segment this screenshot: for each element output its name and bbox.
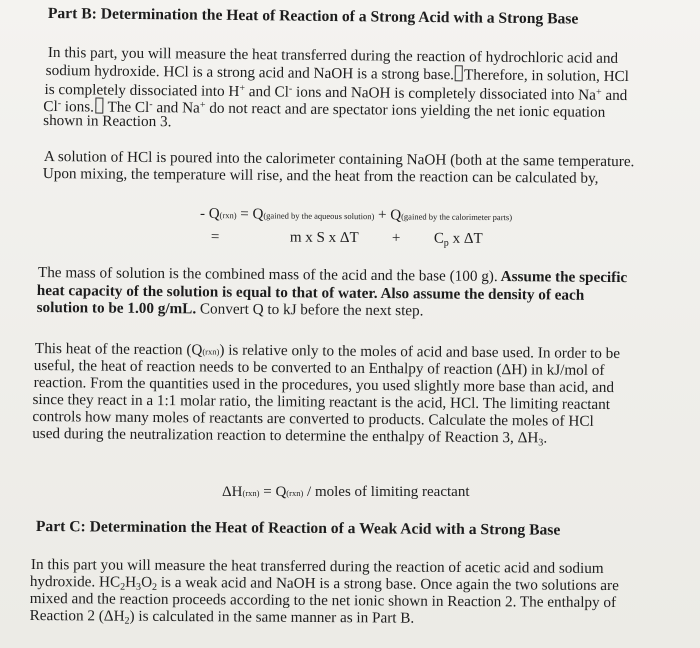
equation-row-2-left: m x S x ΔT [289, 229, 359, 247]
text-line: useful, the heat of reaction needs to be converted to an Enthalpy of reaction (ΔH) in kJ/mol of [33, 356, 605, 379]
equation-row-2-plus: + [391, 230, 401, 247]
enthalpy-equation: ΔH(rxn) = Q(rxn) / moles of limiting reactant [222, 484, 470, 500]
text-line: Reaction 2 $(\Delta H_2)$ is calculated in the same manner as in Part B. [29, 606, 415, 627]
text-line: sodium hydroxide. HCl is a strong acid and NaOH is a strong base. Therefore, in solution, HCl [45, 61, 630, 86]
text-line: mixed and the reaction proceeds according to the net ionic shown in Reaction 2. The enthalpy of [29, 589, 617, 612]
text-line: In this part, you will measure the heat transferred during the reaction of hydrochloric acid and [47, 44, 619, 67]
part-c-heading: Part C: Determination the Heat of Reaction of a Weak Acid with a Strong Base [35, 518, 561, 539]
text-line: reaction. From the quantities used in the procedures, you used slightly more base than acid, and [33, 373, 615, 397]
equation-row-1: - Q(rxn) = Q(gained by the aqueous solution) + Q(gained by the calorimeter parts) [199, 206, 513, 224]
text-line: Cl- ions. The Cl- and Na+ do not react and are spectator ions yielding the net ionic equation [43, 97, 606, 121]
text-line: solution to be 1.00 g/mL. Convert Q to kJ before the next step. [36, 298, 424, 320]
equation-row-2-right: $C_p$ x ΔT [433, 230, 483, 249]
text-line: This heat of the reaction (Q(rxn)) is relative only to the moles of acid and base used. In order to be [34, 340, 621, 363]
text-line: shown in Reaction 3. [43, 111, 172, 131]
text-line: heat capacity of the solution is equal to that of water. Also assume the density of each [36, 281, 585, 304]
text-cursor-icon [455, 65, 463, 81]
text-line: hydroxide. $HC_2H_3O_2$ is a weak acid and NaOH is a strong base. Once again the two solutions are [29, 572, 619, 595]
text-line: The mass of solution is the combined mass of the acid and the base (100 g). Assume the specific [37, 264, 628, 287]
equation-row-2-equals: = [210, 229, 220, 246]
part-b-heading: Part B: Determination the Heat of Reaction of a Strong Acid with a Strong Base [47, 5, 579, 28]
text-line: In this part you will measure the heat transferred during the reaction of acetic acid and sodium [30, 556, 604, 578]
text-line: used during the neutralization reaction to determine the enthalpy of Reaction 3, $\Delta H_3$. [32, 424, 548, 449]
text-line: A solution of HCl is poured into the calorimeter containing NaOH (both at the same temperature. [43, 148, 635, 171]
text-line: since they react in a 1:1 molar ratio, the limiting reactant is the acid, HCl. The limiting reactant [32, 390, 611, 414]
text-line: is completely dissociated into H+ and Cl- ions and NaOH is completely dissociated into Na+ and [44, 80, 628, 105]
text-line: Upon mixing, the temperature will rise, and the heat from the reaction can be calculated by, [42, 164, 599, 187]
text-cursor-icon [95, 97, 103, 113]
text-line: controls how many moles of reactants are converted to products. Calculate the moles of HCl [32, 407, 594, 430]
